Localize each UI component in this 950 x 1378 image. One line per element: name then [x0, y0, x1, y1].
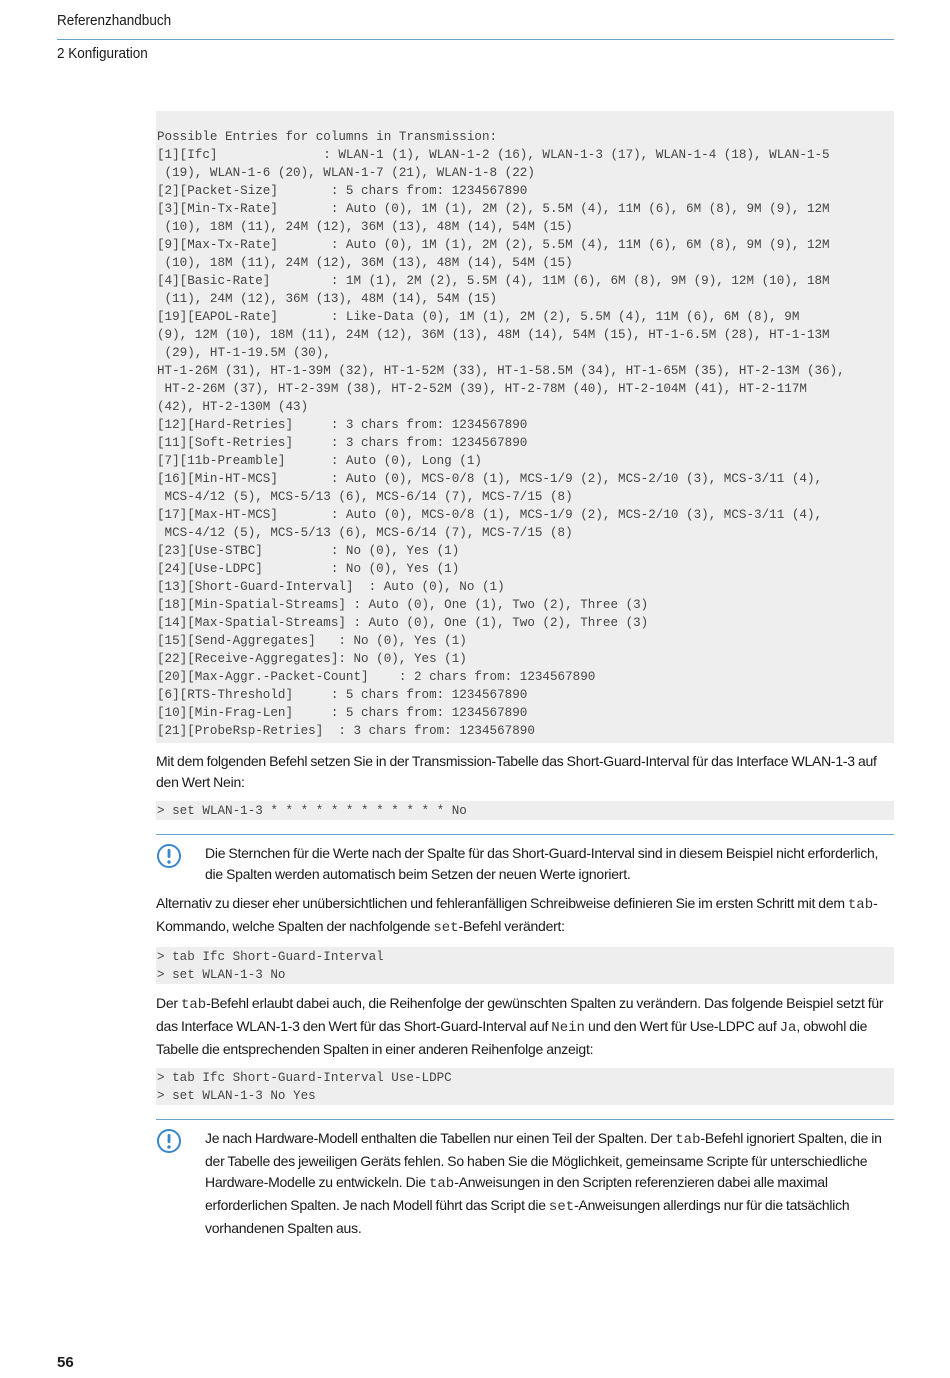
code-line: [1][Ifc] : WLAN-1 (1), WLAN-1-2 (16), WLAN-1-3 (17), WLAN-1-4 (18), WLAN-1-5: [157, 148, 830, 162]
paragraph-set-command: Mit dem folgenden Befehl setzen Sie in der Transmission-Tabelle das Short-Guard-Interval für das Interface WLAN-1-3 auf den Wert Nein:: [156, 753, 877, 790]
code-line: [3][Min-Tx-Rate] : Auto (0), 1M (1), 2M (2), 5.5M (4), 11M (6), 6M (8), 9M (9), 12M: [157, 202, 830, 216]
text-run: -Kommando, welche Spalten der nachfolgende: [156, 895, 878, 934]
code-line: > tab Ifc Short-Guard-Interval Use-LDPC: [157, 1071, 452, 1085]
code-line: HT-2-26M (37), HT-2-39M (38), HT-2-52M (39), HT-2-78M (40), HT-2-104M (41), HT-2-117M: [157, 382, 807, 396]
code-line: [10][Min-Frag-Len] : 5 chars from: 1234567890: [157, 706, 528, 720]
note-text: [205, 1128, 894, 1239]
text-run: -Befehl verändert:: [458, 918, 565, 934]
header-title: Referenzhandbuch: [57, 12, 172, 29]
text-run: -Anweisungen allerdings nur für die tatsächlich vorhandenen Spalten aus.: [205, 1197, 850, 1236]
note-box-hardware: [156, 1119, 894, 1239]
code-line: > tab Ifc Short-Guard-Interval: [157, 950, 384, 964]
code-line: [18][Min-Spatial-Streams] : Auto (0), One (1), Two (2), Three (3): [157, 598, 649, 612]
text-run: Alternativ zu dieser eher unübersichtlichen und fehleranfälligen Schreibweise definieren Sie im ersten Schritt mit dem: [156, 895, 848, 911]
code-line: [13][Short-Guard-Interval] : Auto (0), No (1): [157, 580, 505, 594]
transmission-listing: [156, 111, 894, 743]
inline-code: tab: [675, 1132, 701, 1148]
exclamation-circle-icon: [156, 1128, 182, 1154]
inline-code: tab: [847, 897, 874, 913]
inline-code: Nein: [551, 1020, 585, 1036]
inline-code: set: [548, 1199, 575, 1215]
code-line: (19), WLAN-1-6 (20), WLAN-1-7 (21), WLAN-1-8 (22): [157, 166, 535, 180]
code-line: (10), 18M (11), 24M (12), 36M (13), 48M (14), 54M (15): [157, 256, 573, 270]
code-line: (29), HT-1-19.5M (30),: [157, 346, 331, 360]
header-divider: [57, 39, 894, 40]
code-line: (11), 24M (12), 36M (13), 48M (14), 54M (15): [157, 292, 498, 306]
code-line: [4][Basic-Rate] : 1M (1), 2M (2), 5.5M (4), 11M (6), 6M (8), 9M (9), 12M (10), 18M: [157, 274, 830, 288]
code-line: [9][Max-Tx-Rate] : Auto (0), 1M (1), 2M (2), 5.5M (4), 11M (6), 6M (8), 9M (9), 12M: [157, 238, 830, 252]
page-content: [156, 111, 894, 1239]
text-run: und den Wert für Use-LDPC auf: [584, 1018, 780, 1034]
code-line: (42), HT-2-130M (43): [157, 400, 309, 414]
code-line: [11][Soft-Retries] : 3 chars from: 1234567890: [157, 436, 528, 450]
code-line: [19][EAPOL-Rate] : Like-Data (0), 1M (1), 2M (2), 5.5M (4), 11M (6), 6M (8), 9M: [157, 310, 800, 324]
code-block-tab: [156, 947, 894, 984]
code-line: [2][Packet-Size] : 5 chars from: 1234567890: [157, 184, 528, 198]
text-run: Der: [156, 995, 181, 1011]
exclamation-circle-icon: [156, 843, 182, 869]
text-run: Je nach Hardware-Modell enthalten die Tabellen nur einen Teil der Spalten. Der: [205, 1130, 676, 1146]
code-block-set: [156, 801, 894, 820]
code-line: [20][Max-Aggr.-Packet-Count] : 2 chars from: 1234567890: [157, 670, 596, 684]
code-line: [15][Send-Aggregates] : No (0), Yes (1): [157, 634, 467, 648]
code-line: [16][Min-HT-MCS] : Auto (0), MCS-0/8 (1), MCS-1/9 (2), MCS-2/10 (3), MCS-3/11 (4),: [157, 472, 823, 486]
code-line: (10), 18M (11), 24M (12), 36M (13), 48M (14), 54M (15): [157, 220, 573, 234]
code-block-tab-order: [156, 1068, 894, 1105]
code-line: [7][11b-Preamble] : Auto (0), Long (1): [157, 454, 482, 468]
inline-code: tab: [429, 1176, 455, 1192]
note-text: Die Sternchen für die Werte nach der Spalte für das Short-Guard-Interval sind in diesem Beispiel nicht erforderlich, die Spalten werden automatisch beim Setzen der neuen Werte ignoriert.: [205, 845, 879, 882]
code-line: MCS-4/12 (5), MCS-5/13 (6), MCS-6/14 (7), MCS-7/15 (8): [157, 490, 573, 504]
code-line: HT-1-26M (31), HT-1-39M (32), HT-1-52M (33), HT-1-58.5M (34), HT-1-65M (35), HT-2-13M (36),: [157, 364, 845, 378]
header-chapter: 2 Konfiguration: [57, 45, 148, 62]
inline-code: set: [433, 920, 459, 936]
inline-code: tab: [180, 997, 207, 1013]
text-run: -Anweisungen in den Scripten referenzieren dabei alle maximal erforderlichen Spalten. Je nach Modell führt das Script die: [205, 1174, 828, 1213]
paragraph-tab-order: [156, 993, 894, 1060]
page-number: 56: [57, 1354, 74, 1371]
code-line: > set WLAN-1-3 No Yes: [157, 1089, 316, 1103]
paragraph-tab-command: [156, 893, 894, 939]
code-line: Possible Entries for columns in Transmission:: [157, 130, 498, 144]
code-line: [23][Use-STBC] : No (0), Yes (1): [157, 544, 460, 558]
text-run: , obwohl die Tabelle die entsprechenden Spalten in einer anderen Reihenfolge anzeigt:: [156, 1018, 868, 1057]
text-run: -Befehl erlaubt dabei auch, die Reihenfolge der gewünschten Spalten zu verändern. Das folgende Beispiel setzt für das Interface WLAN-1-3 den Wert für das Short-Guard-Interval auf: [156, 995, 884, 1034]
code-line: [14][Max-Spatial-Streams] : Auto (0), One (1), Two (2), Three (3): [157, 616, 649, 630]
code-line: > set WLAN-1-3 * * * * * * * * * * * * No: [157, 804, 467, 818]
code-line: [21][ProbeRsp-Retries] : 3 chars from: 1234567890: [157, 724, 535, 738]
code-line: [24][Use-LDPC] : No (0), Yes (1): [157, 562, 460, 576]
note-box-asterisks: [156, 834, 894, 885]
code-line: [6][RTS-Threshold] : 5 chars from: 1234567890: [157, 688, 528, 702]
code-line: [12][Hard-Retries] : 3 chars from: 1234567890: [157, 418, 528, 432]
code-line: [17][Max-HT-MCS] : Auto (0), MCS-0/8 (1), MCS-1/9 (2), MCS-2/10 (3), MCS-3/11 (4),: [157, 508, 823, 522]
inline-code: Ja: [779, 1020, 797, 1036]
code-line: > set WLAN-1-3 No: [157, 968, 286, 982]
code-line: MCS-4/12 (5), MCS-5/13 (6), MCS-6/14 (7), MCS-7/15 (8): [157, 526, 573, 540]
text-run: -Befehl ignoriert Spalten, die in der Tabelle des jeweiligen Geräts fehlen. So haben Sie die Möglichkeit, gemeinsame Scripte für unterschiedliche Hardware-Modelle zu entwickeln. Die: [205, 1130, 882, 1190]
code-line: [22][Receive-Aggregates]: No (0), Yes (1): [157, 652, 467, 666]
code-line: (9), 12M (10), 18M (11), 24M (12), 36M (13), 48M (14), 54M (15), HT-1-6.5M (28), HT-1-13M: [157, 328, 830, 342]
